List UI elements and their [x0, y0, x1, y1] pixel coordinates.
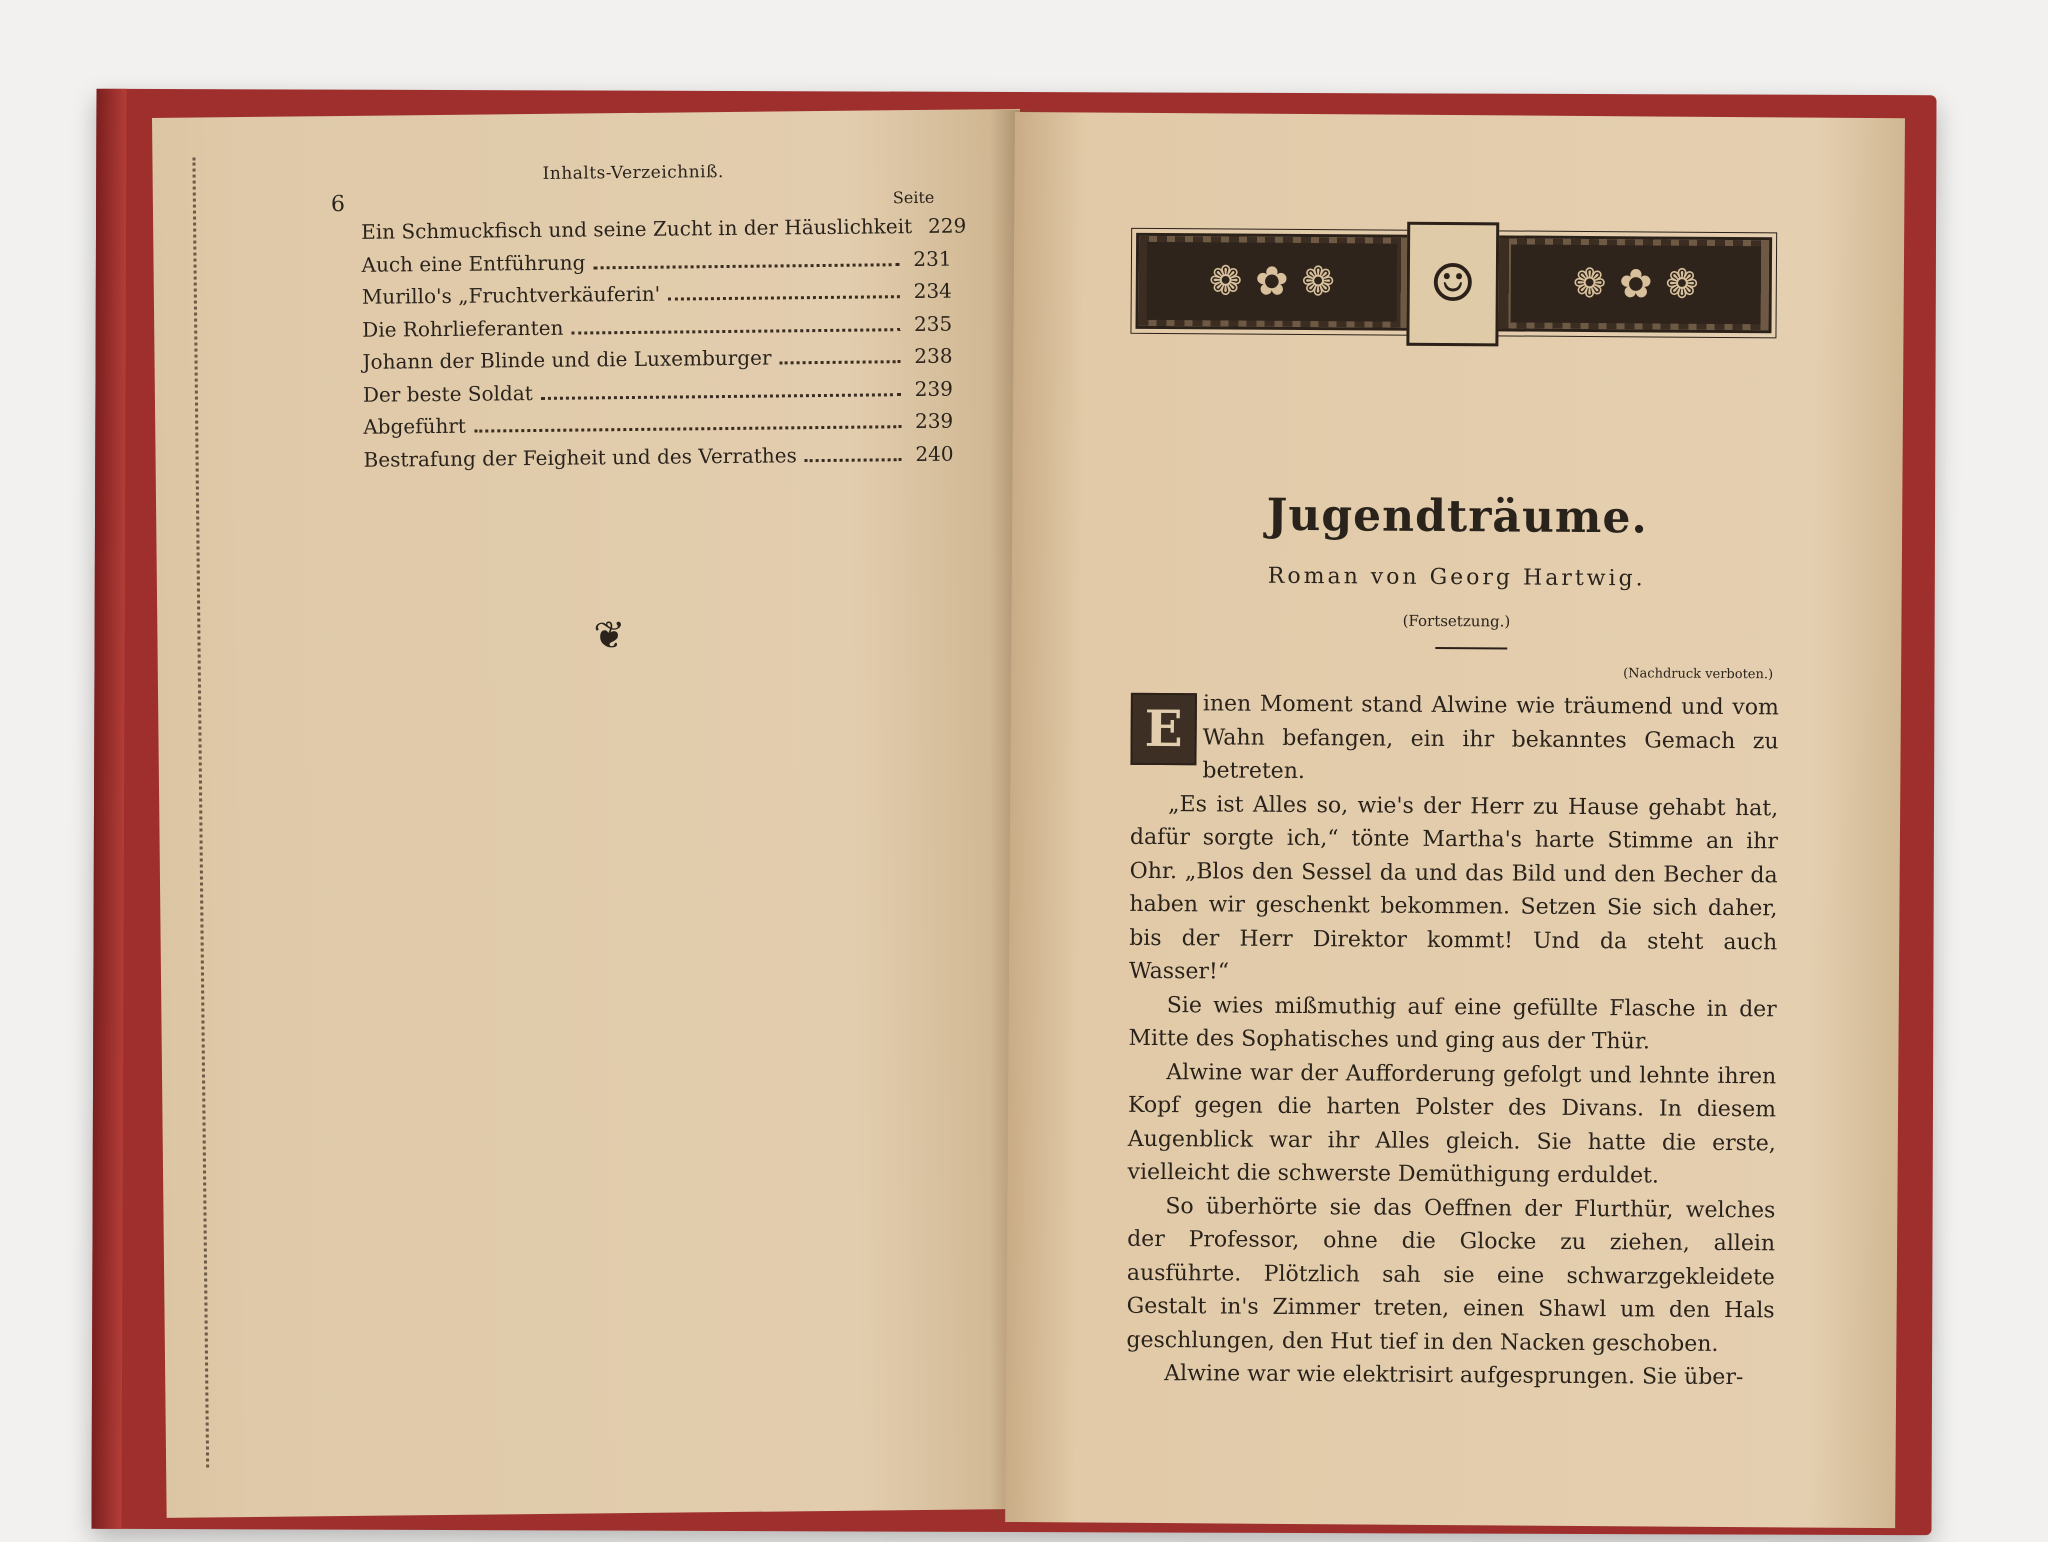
- toc-entry: Bestrafung der Feigheit und des Verrathes 240: [363, 441, 954, 472]
- paragraph: E inen Moment stand Alwine wie träumend und vom Wahn befangen, ein ihr bekanntes Gemach zu betreten.: [1130, 687, 1779, 792]
- page-stack-edge: [192, 157, 215, 1467]
- face-medallion-icon: ☺: [1406, 222, 1499, 347]
- toc-header: Inhalts-Verzeichniß.: [542, 162, 724, 184]
- body-text: [1126, 687, 1779, 1395]
- paragraph: Alwine war der Aufforderung gefolgt und lehnte ihren Kopf gegen die harten Polster des Divans. In diesem Augenblick war ihr Alles gleich. Sie hatte die erste, vielleicht die schwerste Demüthigung erduldet.: [1127, 1059, 1777, 1189]
- paragraph: So überhörte sie das Oeffnen der Flurthür, welches der Professor, ohne die Glocke zu ziehen, allein ausführte. Plötzlich sah sie eine schwarzgekleidete Gestalt in's Zimmer treten, einen Shawl um den Hals geschlungen, den Hut tief in den Nacken geschoben.: [1126, 1193, 1776, 1357]
- chapter-title: Jugendträume.: [1266, 489, 1648, 544]
- table-of-contents: [361, 213, 967, 480]
- ornamental-header-banner: [1135, 233, 1772, 333]
- continuation-note: (Fortsetzung.): [1402, 611, 1511, 631]
- paragraph: Sie wies mißmuthig auf eine gefüllte Flasche in der Mitte des Sophatisches und ging aus der Thür.: [1128, 992, 1777, 1055]
- drop-cap: E: [1130, 693, 1197, 765]
- left-page: [152, 109, 1035, 1518]
- scroll-ornament-icon: ❁ ✿ ❁: [1147, 242, 1398, 322]
- author-line: Roman von Georg Hartwig.: [1267, 563, 1646, 592]
- toc-entry: Murillo's „Fruchtverkäuferin' 234: [361, 278, 952, 309]
- paragraph: Alwine war wie elektrisirt aufgesprungen. Sie über-: [1164, 1361, 1744, 1391]
- toc-entry: Die Rohrlieferanten 235: [362, 311, 953, 342]
- right-page: [1005, 112, 1905, 1528]
- divider: [1435, 647, 1507, 650]
- paragraph: „Es ist Alles so, wie's der Herr zu Hause gehabt hat, dafür sorgte ich,“ tönte Martha's harte Stimme an ihr Ohr. „Blos den Sessel da und das Bild und den Becher da haben wir geschenkt bekommen. Setzen Sie sich daher, bis der Herr Direktor kommt! Und da steht auch Wasser!“: [1128, 791, 1779, 985]
- toc-entry: Auch eine Entführung 231: [361, 246, 952, 277]
- page-column-label: Seite: [892, 187, 935, 208]
- toc-entry: Ein Schmuckfisch und seine Zucht in der Häuslichkeit 229: [361, 213, 967, 244]
- toc-entry: Johann der Blinde und die Luxemburger 238: [362, 343, 953, 374]
- toc-entry: Der beste Soldat 239: [362, 376, 953, 407]
- reprint-notice: (Nachdruck verboten.): [1623, 666, 1774, 683]
- page-number: 6: [330, 191, 346, 218]
- toc-entry: Abgeführt 239: [363, 408, 954, 439]
- vignette-ornament-icon: ❦: [593, 613, 626, 658]
- scroll-ornament-icon: ❁ ✿ ❁: [1511, 244, 1762, 324]
